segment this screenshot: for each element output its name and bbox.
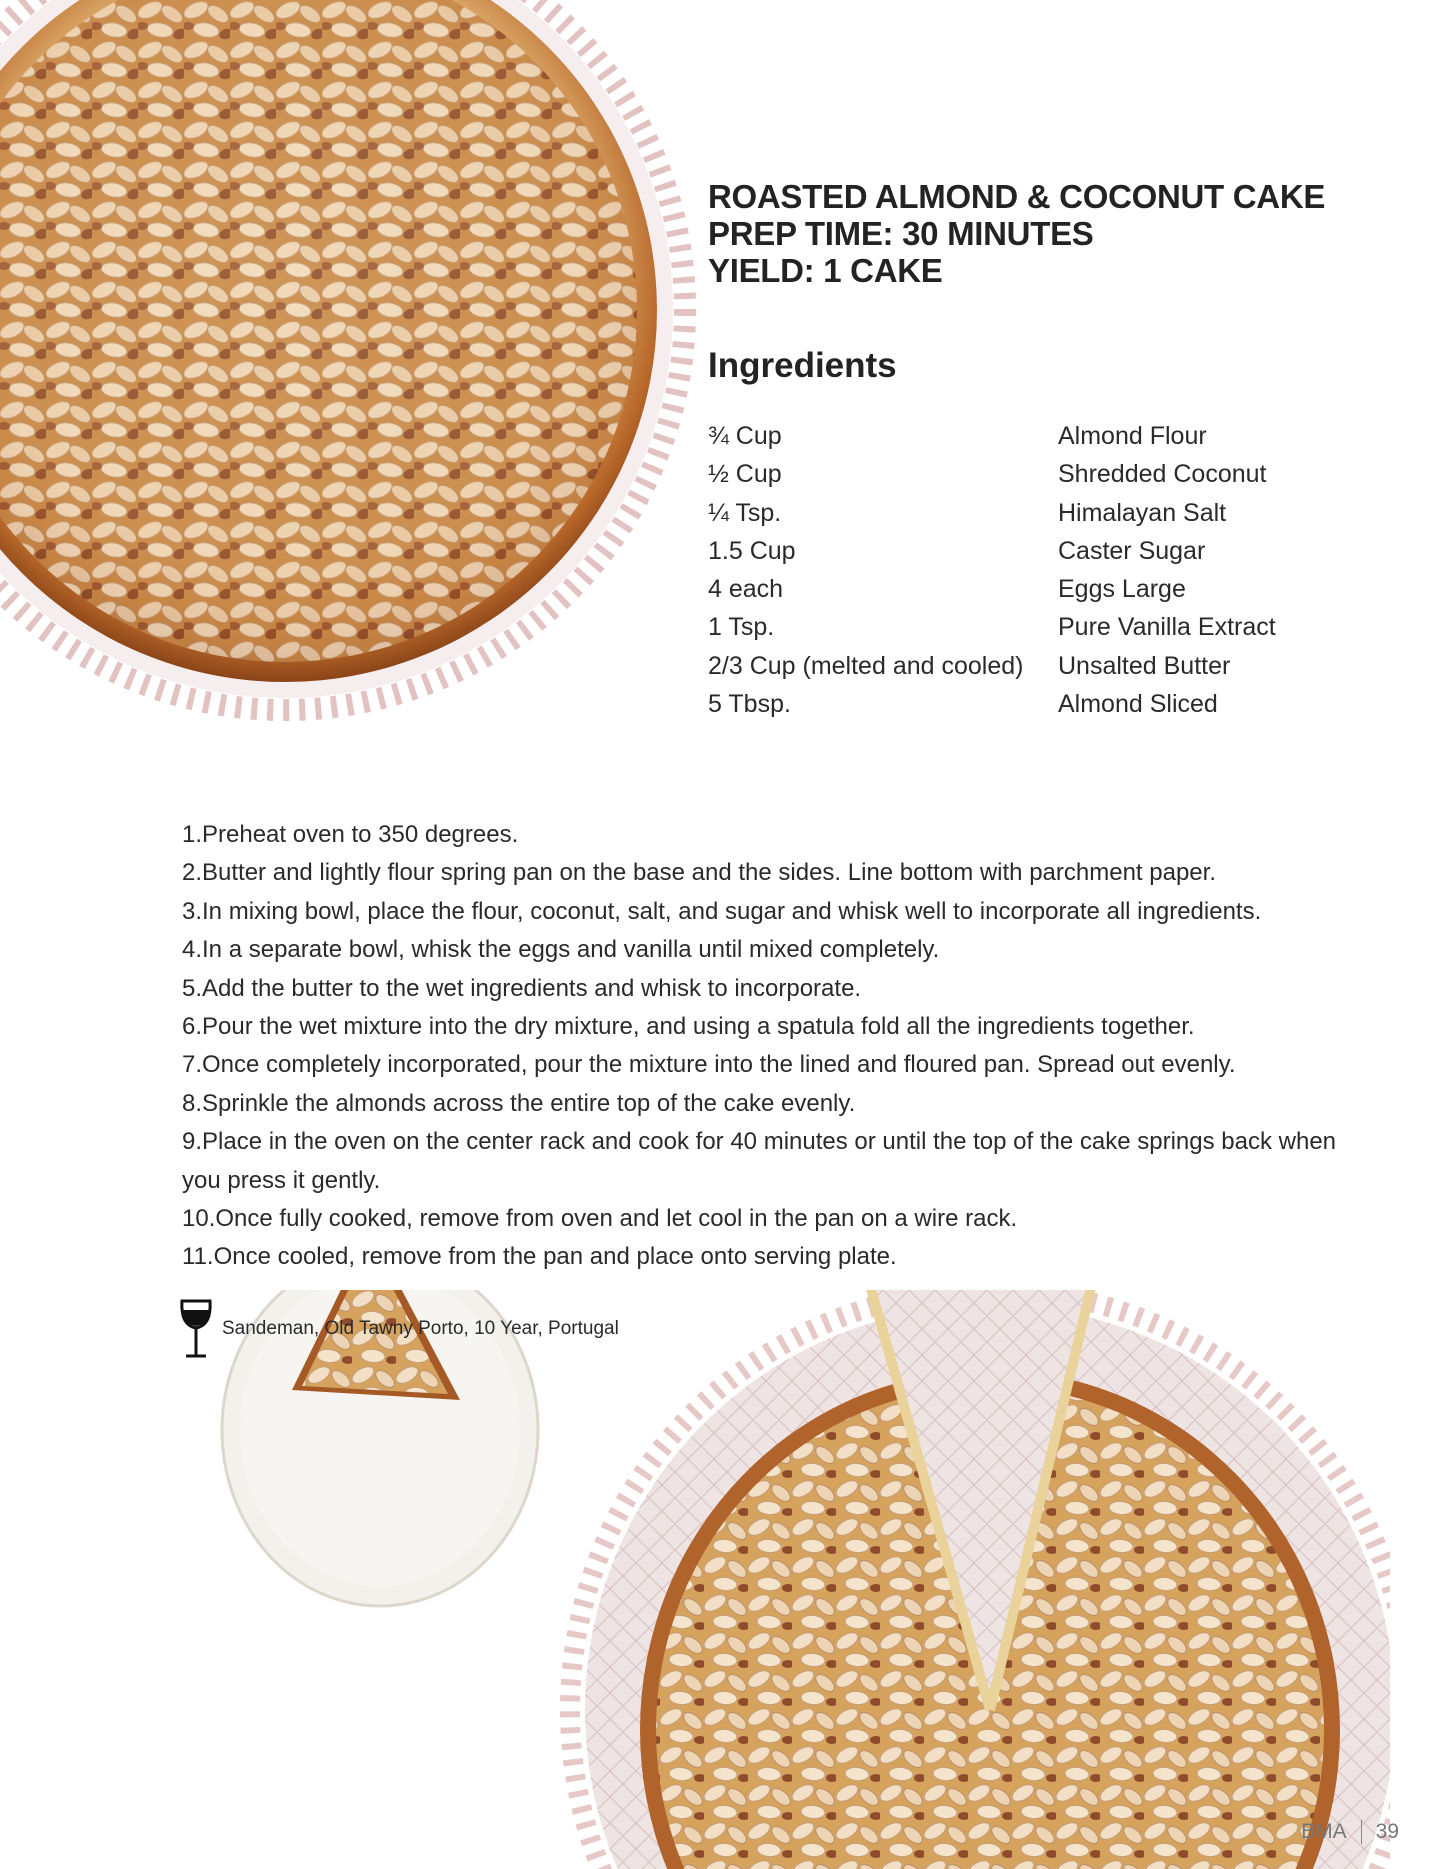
ingredient-qty: 5 Tbsp. xyxy=(708,690,791,719)
ingredient-row xyxy=(708,685,1418,723)
cake-top-photo xyxy=(0,0,700,800)
step-item: 1.Preheat oven to 350 degrees. xyxy=(182,821,519,848)
recipe-yield: YIELD: 1 CAKE xyxy=(708,252,943,289)
footer-brand: BMA xyxy=(1301,1820,1347,1843)
ingredient-row xyxy=(708,532,1418,570)
ingredient-qty: 1.5 Cup xyxy=(708,536,796,565)
step-item: 7.Once completely incorporated, pour the mixture into the lined and floured pan. Spread out evenly. xyxy=(182,1051,1236,1079)
ingredient-row xyxy=(708,647,1418,685)
ingredient-row xyxy=(708,570,1418,608)
method-steps xyxy=(182,816,1342,1277)
ingredient-name: Unsalted Butter xyxy=(1058,651,1231,680)
ingredient-row xyxy=(708,608,1418,646)
recipe-title: ROASTED ALMOND & COCONUT CAKE xyxy=(708,178,1326,215)
wine-glass-icon xyxy=(178,1298,214,1360)
ingredient-qty: 2/3 Cup (melted and cooled) xyxy=(708,651,1024,680)
ingredient-qty: 1 Tsp. xyxy=(708,613,775,642)
step-item: 10.Once fully cooked, remove from oven and let cool in the pan on a wire rack. xyxy=(182,1205,1018,1233)
ingredients-heading: Ingredients xyxy=(708,346,897,385)
ingredient-name: Caster Sugar xyxy=(1058,536,1206,565)
step-item: 6.Pour the wet mixture into the dry mixture, and using a spatula fold all the ingredients together. xyxy=(182,1013,1195,1041)
ingredient-name: Almond Sliced xyxy=(1058,690,1218,719)
step-item: 2.Butter and lightly flour spring pan on the base and the sides. Line bottom with parchment paper. xyxy=(182,859,1216,887)
ingredient-row xyxy=(708,455,1418,493)
cake-bottom-photo xyxy=(220,1290,1390,1869)
ingredient-qty: ½ Cup xyxy=(708,460,782,489)
wine-pairing xyxy=(178,1298,619,1360)
ingredient-qty: ¼ Tsp. xyxy=(708,498,782,527)
page-number: 39 xyxy=(1375,1820,1399,1843)
ingredient-name: Himalayan Salt xyxy=(1058,498,1227,527)
prep-time: PREP TIME: 30 MINUTES xyxy=(708,215,1094,252)
recipe-heading xyxy=(708,178,1325,289)
page-footer xyxy=(1301,1820,1399,1844)
ingredient-qty: ¾ Cup xyxy=(708,422,782,450)
wine-pairing-text: Sandeman, Old Tawny Porto, 10 Year, Portugal xyxy=(222,1318,619,1339)
ingredients-list xyxy=(708,417,1418,723)
ingredient-name: Pure Vanilla Extract xyxy=(1058,613,1276,642)
step-item: 3.In mixing bowl, place the flour, coconut, salt, and sugar and whisk well to incorporate all ingredients. xyxy=(182,897,1262,925)
footer-divider xyxy=(1361,1820,1362,1844)
ingredient-row xyxy=(708,494,1418,532)
ingredient-name: Shredded Coconut xyxy=(1058,460,1267,489)
step-item: 4.In a separate bowl, whisk the eggs and vanilla until mixed completely. xyxy=(182,936,940,964)
step-item: 9.Place in the oven on the center rack and cook for 40 minutes or until the top of the cake springs back when you press it gently. xyxy=(182,1128,1337,1194)
step-item: 11.Once cooled, remove from the pan and place onto serving plate. xyxy=(182,1243,897,1271)
ingredient-name: Almond Flour xyxy=(1058,422,1207,450)
ingredient-qty: 4 each xyxy=(708,575,784,604)
ingredient-row xyxy=(708,417,1418,455)
ingredient-name: Eggs Large xyxy=(1058,575,1186,604)
step-item: 5.Add the butter to the wet ingredients and whisk to incorporate. xyxy=(182,974,862,1002)
step-item: 8.Sprinkle the almonds across the entire top of the cake evenly. xyxy=(182,1089,856,1117)
